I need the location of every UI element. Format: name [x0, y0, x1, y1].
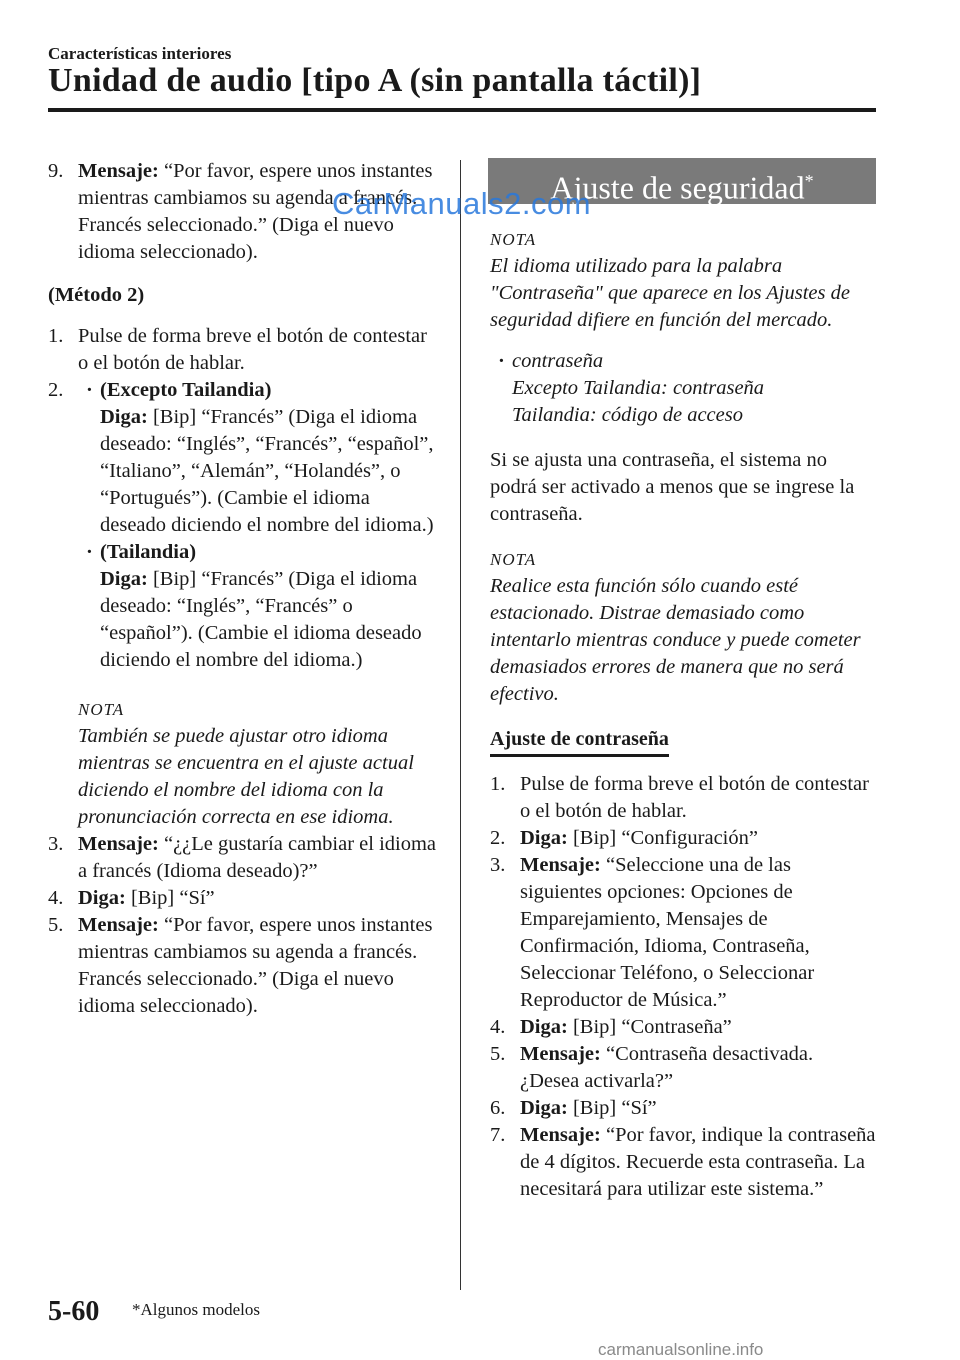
step-3 — [48, 831, 440, 885]
method-2-heading: (Método 2) — [48, 284, 145, 306]
step-text: “Seleccione una de las siguientes opciones: Opciones de Emparejamiento, Mensajes de Confirmación, Idioma, Contraseña, Seleccionar Teléfono, o Seleccionar Reproductor de Música.” — [520, 854, 815, 1011]
password-step — [490, 825, 876, 852]
bullet-text: [Bip] “Francés” (Diga el idioma deseado: “Inglés”, “Francés”, “español”, “Italiano”, “Alemán”, “Holandés”, o “Portugués”). (Cambie el idioma deseado diciendo el nombre del idioma.) — [100, 406, 434, 536]
step-number: 4. — [48, 887, 64, 909]
site-footer: carmanualsonline.info — [598, 1340, 764, 1359]
bullet-dot-icon: · — [498, 350, 505, 372]
step-label: Diga: — [520, 1016, 568, 1038]
step-number: 2. — [48, 379, 64, 401]
step-number: 2. — [490, 827, 506, 849]
password-subheading: Ajuste de contraseña — [490, 726, 669, 757]
step-text: “Por favor, indique la contraseña de 4 dígitos. Recuerde esta contraseña. La necesitará para utilizar este sistema.” — [520, 1124, 876, 1200]
step-label: Diga: — [520, 827, 568, 849]
bullet-heading: (Excepto Tailandia) — [100, 379, 272, 401]
step-2 — [48, 377, 440, 674]
nota-heading: NOTA — [490, 230, 537, 249]
nota-block-1 — [490, 226, 876, 429]
bullet-line-2: Tailandia: código de acceso — [512, 404, 743, 426]
step-label: Diga: — [78, 887, 126, 909]
subhead-wrap — [490, 726, 876, 757]
bullet-tailandia — [78, 539, 440, 674]
nota-heading: NOTA — [78, 700, 125, 719]
bullet-label: Diga: — [100, 406, 148, 428]
bullet-text: contraseña — [512, 350, 604, 372]
nota-body: También se puede ajustar otro idioma mientras se encuentra en el ajuste actual diciendo el nombre del idioma con la pronunciación correcta en ese idioma. — [78, 725, 414, 828]
step-text: “Contraseña desactivada. ¿Desea activarla?” — [520, 1043, 814, 1092]
page-number: 5-60 — [48, 1296, 100, 1327]
bullet-label: Diga: — [100, 568, 148, 590]
step-text: “Por favor, espere unos instantes mientras cambiamos su agenda a francés. Francés seleccionado.” (Diga el nuevo idioma seleccionado). — [78, 160, 433, 263]
step-number: 7. — [490, 1124, 506, 1146]
bullet-heading: (Tailandia) — [100, 541, 197, 563]
password-step — [490, 852, 876, 1014]
step-text: [Bip] “Sí” — [567, 1097, 657, 1119]
step-number: 4. — [490, 1016, 506, 1038]
step-label: Mensaje: — [78, 160, 159, 182]
password-step — [490, 1095, 876, 1122]
bullet-excepto-tailandia — [78, 377, 440, 539]
step-1 — [48, 323, 440, 377]
step-text: “Por favor, espere unos instantes mientras cambiamos su agenda a francés. Francés seleccionado.” (Diga el nuevo idioma seleccionado). — [78, 914, 433, 1017]
step-text: Pulse de forma breve el botón de contestar o el botón de hablar. — [520, 773, 869, 822]
bullet-dot-icon: · — [86, 379, 93, 401]
right-column — [490, 158, 876, 1203]
password-step — [490, 1041, 876, 1095]
watermark-logo: CarManuals2.com — [332, 186, 592, 221]
header-rule — [48, 108, 876, 112]
step-label: Mensaje: — [78, 914, 159, 936]
step-label: Mensaje: — [520, 1043, 601, 1065]
step-number: 3. — [48, 833, 64, 855]
step-text: “¿¿Le gustaría cambiar el idioma a francés (Idioma deseado)?” — [78, 833, 437, 882]
step-text: Pulse de forma breve el botón de contestar o el botón de hablar. — [78, 325, 427, 374]
password-steps — [490, 771, 876, 1203]
nota-bullet — [490, 348, 876, 429]
banner-title: Ajuste de seguridad — [550, 169, 805, 206]
step-number: 6. — [490, 1097, 506, 1119]
password-step — [490, 1122, 876, 1203]
bullet-text: [Bip] “Francés” (Diga el idioma deseado: “Inglés”, “Francés” o “español”). (Cambie el idioma deseado diciendo el nombre del idioma.) — [100, 568, 422, 671]
section-label: Características interiores — [48, 44, 232, 63]
step-4 — [48, 885, 440, 912]
nota-block — [78, 696, 440, 831]
step-number: 9. — [48, 160, 64, 182]
bullet-line-1: Excepto Tailandia: contraseña — [512, 377, 765, 399]
step-text: [Bip] “Configuración” — [567, 827, 758, 849]
bullet-dot-icon: · — [86, 541, 93, 563]
step-label: Diga: — [520, 1097, 568, 1119]
footnote: *Algunos modelos — [132, 1300, 260, 1319]
step-number: 1. — [48, 325, 64, 347]
step-label: Mensaje: — [78, 833, 159, 855]
nota-body: Realice esta función sólo cuando esté estacionado. Distrae demasiado como intentarlo mientras conduce y puede cometer demasiados errores de manera que no será efectivo. — [490, 575, 861, 705]
step-text: [Bip] “Contraseña” — [567, 1016, 732, 1038]
step-number: 1. — [490, 773, 506, 795]
password-step — [490, 771, 876, 825]
page-title: Unidad de audio [tipo A (sin pantalla táctil)] — [48, 62, 702, 99]
step-number: 5. — [490, 1043, 506, 1065]
column-divider — [460, 160, 461, 1290]
step-5 — [48, 912, 440, 1020]
security-paragraph: Si se ajusta una contraseña, el sistema no podrá ser activado a menos que se ingrese la contraseña. — [490, 449, 855, 525]
nota-body: El idioma utilizado para la palabra "Contraseña" que aparece en los Ajustes de seguridad difiere en función del mercado. — [490, 255, 850, 331]
password-step — [490, 1014, 876, 1041]
step-number: 5. — [48, 914, 64, 936]
left-column — [48, 158, 440, 1020]
nota-heading: NOTA — [490, 550, 537, 569]
step-text: [Bip] “Sí” — [125, 887, 215, 909]
nota-block-2 — [490, 546, 876, 708]
banner-asterisk: * — [804, 171, 814, 191]
step-label: Mensaje: — [520, 854, 601, 876]
step-label: Mensaje: — [520, 1124, 601, 1146]
step-number: 3. — [490, 854, 506, 876]
